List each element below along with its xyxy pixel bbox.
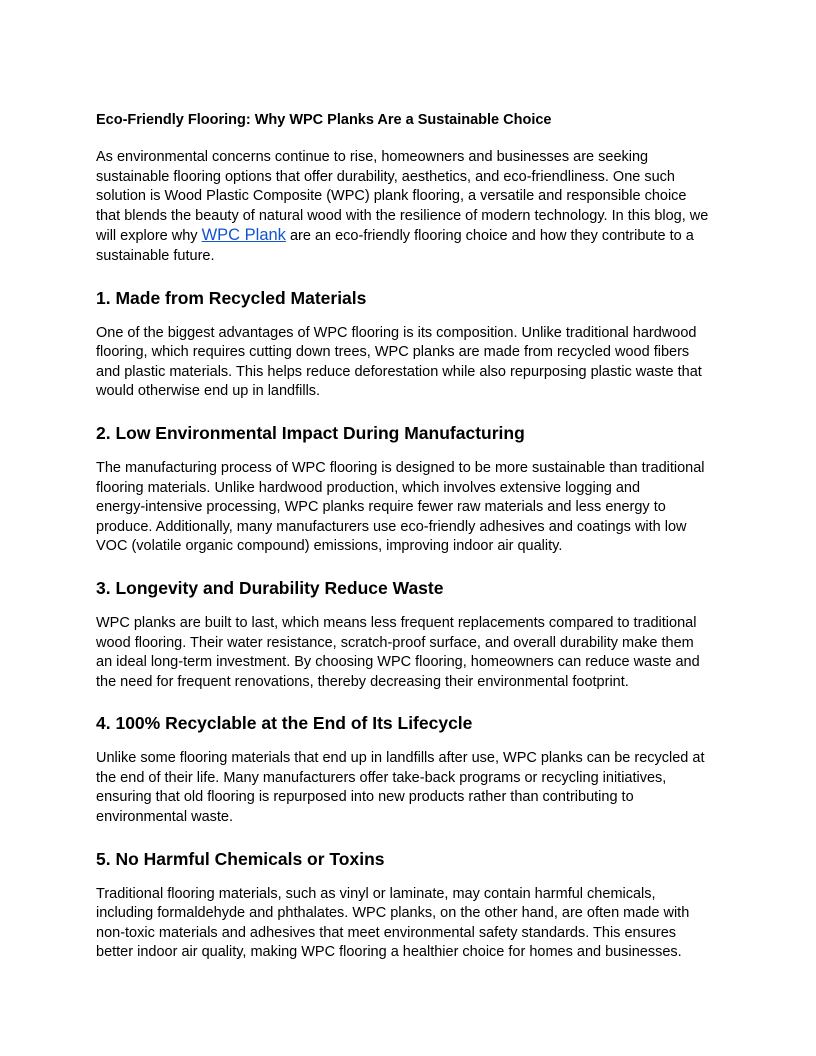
intro-link-line — [96, 226, 720, 247]
paragraph-line: produce. Additionally, many manufacturers use eco-friendly adhesives and coatings with low — [96, 518, 687, 535]
section-recycled-materials — [96, 287, 720, 402]
wpc-plank-link[interactable]: WPC Plank — [201, 226, 286, 245]
paragraph-line: an ideal long-term investment. By choosing WPC flooring, homeowners can reduce waste and — [96, 654, 700, 671]
intro-link-line-before: will explore why — [96, 228, 202, 245]
section-paragraph — [96, 885, 720, 963]
paragraph-line: VOC (volatile organic compound) emissions, improving indoor air quality. — [96, 538, 563, 555]
paragraph-line: WPC planks are built to last, which means less frequent replacements compared to traditional — [96, 614, 697, 631]
intro-line: solution is Wood Plastic Composite (WPC) plank flooring, a versatile and responsible choice — [96, 188, 687, 205]
section-heading: 2. Low Environmental Impact During Manufacturing — [96, 422, 525, 443]
paragraph-line: flooring, which requires cutting down trees, WPC planks are made from recycled wood fibers — [96, 344, 690, 361]
section-heading: 3. Longevity and Durability Reduce Waste — [96, 577, 444, 598]
paragraph-line: the end of their life. Many manufacturers offer take-back programs or recycling initiatives, — [96, 769, 667, 786]
paragraph-line: non-toxic materials and adhesives that meet environmental safety standards. This ensures — [96, 924, 677, 941]
intro-paragraph — [96, 148, 720, 267]
section-heading: 1. Made from Recycled Materials — [96, 287, 367, 308]
paragraph-line: wood flooring. Their water resistance, scratch-proof surface, and overall durability make them — [96, 634, 694, 651]
paragraph-line: including formaldehyde and phthalates. WPC planks, on the other hand, are often made with — [96, 905, 690, 922]
paragraph-line: better indoor air quality, making WPC flooring a healthier choice for homes and businesses. — [96, 944, 682, 961]
paragraph-line: flooring materials. Unlike hardwood production, which involves extensive logging and — [96, 479, 641, 496]
intro-line: sustainable flooring options that offer durability, aesthetics, and eco-friendliness. One such — [96, 168, 675, 185]
section-paragraph — [96, 459, 720, 557]
paragraph-line: would otherwise end up in landfills. — [96, 383, 321, 400]
section-paragraph — [96, 614, 720, 692]
paragraph-line: energy-intensive processing, WPC planks require fewer raw materials and less energy to — [96, 499, 666, 516]
paragraph-line: One of the biggest advantages of WPC flooring is its composition. Unlike traditional hardwood — [96, 324, 697, 341]
section-paragraph — [96, 324, 720, 402]
paragraph-line: environmental waste. — [96, 809, 234, 826]
paragraph-line: The manufacturing process of WPC flooring is designed to be more sustainable than traditional — [96, 459, 705, 476]
intro-link-line-after: are an eco-friendly flooring choice and how they contribute to a — [285, 228, 694, 245]
section-low-impact — [96, 422, 720, 557]
paragraph-line: and plastic materials. This helps reduce deforestation while also repurposing plastic waste that — [96, 363, 702, 380]
intro-line: As environmental concerns continue to rise, homeowners and businesses are seeking — [96, 149, 649, 165]
document-title: Eco-Friendly Flooring: Why WPC Planks Are a Sustainable Choice — [96, 112, 552, 128]
paragraph-line: the need for frequent renovations, thereby decreasing their environmental footprint. — [96, 673, 629, 690]
paragraph-line: ensuring that old flooring is repurposed into new products rather than contributing to — [96, 789, 634, 806]
intro-line: that blends the beauty of natural wood with the resilience of modern technology. In this blog, we — [96, 207, 709, 224]
section-heading: 5. No Harmful Chemicals or Toxins — [96, 848, 385, 869]
paragraph-line: Unlike some flooring materials that end up in landfills after use, WPC planks can be recycled at — [96, 750, 705, 767]
intro-line: sustainable future. — [96, 247, 215, 264]
paragraph-line: Traditional flooring materials, such as vinyl or laminate, may contain harmful chemicals, — [96, 885, 656, 902]
section-longevity — [96, 577, 720, 692]
section-recyclable — [96, 712, 720, 827]
section-no-toxins — [96, 848, 720, 963]
section-heading: 4. 100% Recyclable at the End of Its Lifecycle — [96, 713, 473, 734]
document-page — [96, 110, 720, 963]
section-paragraph — [96, 749, 720, 827]
